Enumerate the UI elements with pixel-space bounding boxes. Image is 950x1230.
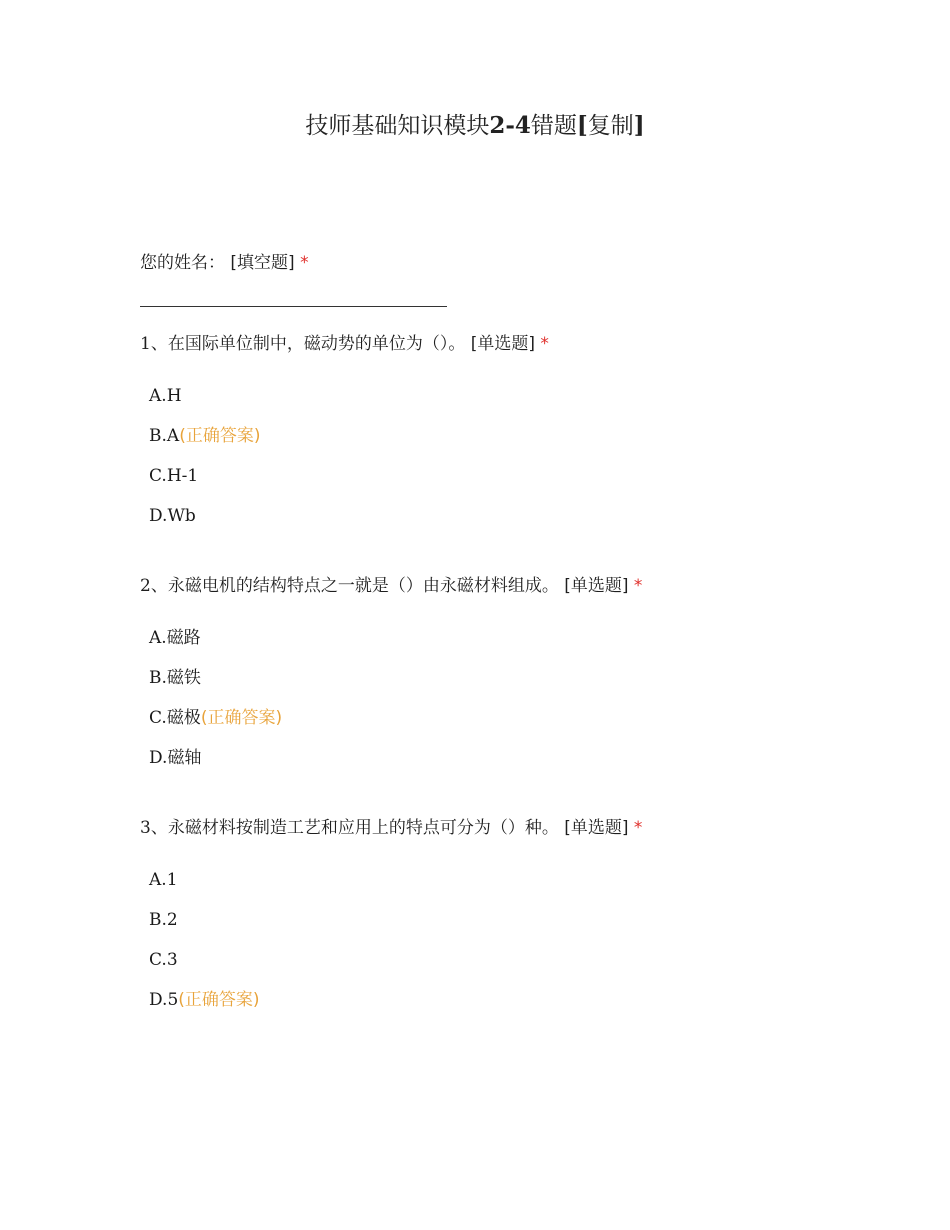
question-title xyxy=(140,331,549,357)
option-c[interactable] xyxy=(149,698,642,738)
option-letter: C. xyxy=(149,950,167,970)
question-number: 1、 xyxy=(140,334,168,354)
required-mark: * xyxy=(633,576,643,596)
option-d[interactable] xyxy=(149,496,549,536)
question-text: 永磁材料按制造工艺和应用上的特点可分为（）种。 xyxy=(167,818,559,838)
question-3 xyxy=(140,815,642,1020)
option-text: 磁路 xyxy=(166,628,201,648)
title-number: 2-4 xyxy=(489,112,531,139)
title-prefix: 技师基础知识模块 xyxy=(305,113,490,139)
option-list xyxy=(140,860,642,1020)
required-mark: * xyxy=(300,253,309,273)
option-letter: D. xyxy=(149,990,168,1010)
required-mark: * xyxy=(540,334,549,354)
name-input-line[interactable] xyxy=(140,306,447,307)
option-letter: A. xyxy=(149,386,167,406)
option-letter: C. xyxy=(149,466,167,486)
question-1 xyxy=(140,331,549,536)
correct-answer-label: (正确答案) xyxy=(200,708,283,728)
title-bracket-close: ] xyxy=(633,112,645,139)
option-text: 3 xyxy=(166,950,178,970)
option-text: 5 xyxy=(167,990,179,1010)
option-text: 磁铁 xyxy=(166,668,201,688)
option-text: 磁极 xyxy=(166,708,201,728)
option-letter: D. xyxy=(149,506,168,526)
question-number: 2、 xyxy=(140,576,168,596)
option-letter: D. xyxy=(149,748,168,768)
required-mark: * xyxy=(633,818,643,838)
title-suffix: 复制 xyxy=(587,113,634,139)
option-a[interactable] xyxy=(149,860,642,900)
question-title xyxy=(140,573,642,599)
title-bracket-open: [ xyxy=(576,112,588,139)
option-b[interactable] xyxy=(149,658,642,698)
question-text: 在国际单位制中，磁动势的单位为（）。 xyxy=(167,334,466,354)
option-letter: B. xyxy=(149,426,167,446)
option-text: H xyxy=(166,386,182,406)
option-b[interactable] xyxy=(149,900,642,940)
question-number: 3、 xyxy=(140,818,168,838)
option-b[interactable] xyxy=(149,416,549,456)
option-a[interactable] xyxy=(149,618,642,658)
option-a[interactable] xyxy=(149,376,549,416)
title-middle: 错题 xyxy=(530,113,577,139)
option-list xyxy=(140,376,549,536)
question-type: [单选题] xyxy=(564,818,629,838)
option-c[interactable] xyxy=(149,940,642,980)
option-d[interactable] xyxy=(149,738,642,778)
name-label: 您的姓名： xyxy=(140,253,225,273)
question-type: [单选题] xyxy=(470,334,535,354)
option-letter: A. xyxy=(149,628,167,648)
option-letter: A. xyxy=(149,870,167,890)
option-letter: C. xyxy=(149,708,167,728)
option-letter: B. xyxy=(149,910,167,930)
option-letter: B. xyxy=(149,668,167,688)
option-text: Wb xyxy=(167,506,196,526)
question-title xyxy=(140,815,642,841)
option-c[interactable] xyxy=(149,456,549,496)
correct-answer-label: (正确答案) xyxy=(178,990,260,1010)
option-text: 2 xyxy=(166,910,178,930)
correct-answer-label: (正确答案) xyxy=(179,426,261,446)
question-type: [单选题] xyxy=(564,576,629,596)
option-d[interactable] xyxy=(149,980,642,1020)
question-type: [填空题] xyxy=(230,253,295,273)
option-list xyxy=(140,618,642,778)
question-text: 永磁电机的结构特点之一就是（）由永磁材料组成。 xyxy=(167,576,559,596)
option-text: 1 xyxy=(166,870,178,890)
name-question xyxy=(140,250,309,276)
option-text: H-1 xyxy=(166,466,199,486)
question-2 xyxy=(140,573,642,778)
option-text: 磁轴 xyxy=(167,748,202,768)
option-text: A xyxy=(166,426,180,446)
page-title xyxy=(0,111,950,141)
